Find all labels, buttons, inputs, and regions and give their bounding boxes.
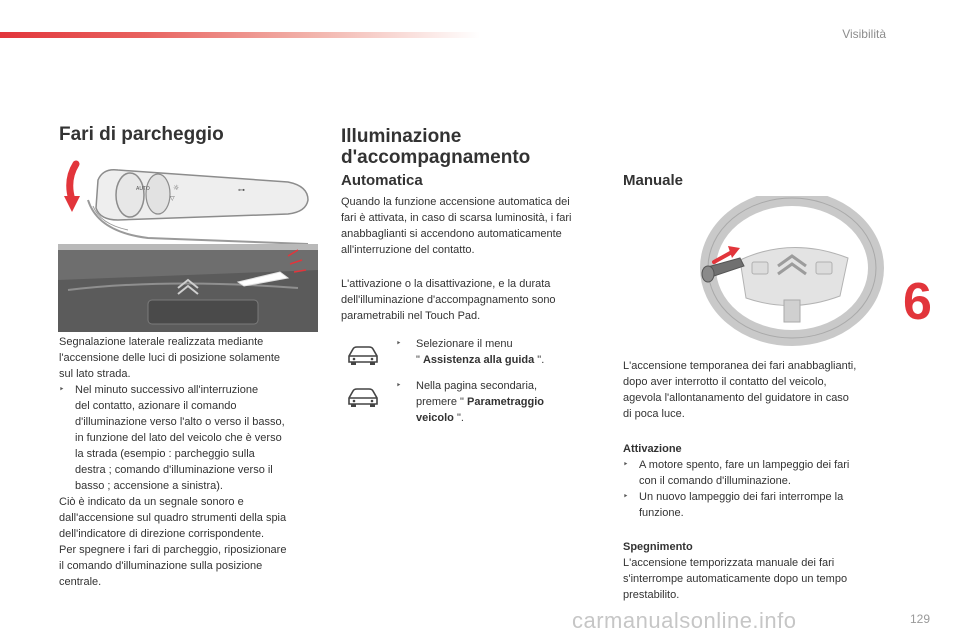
svg-text:⊶: ⊶ [238, 186, 245, 194]
menu-name: Assistenza alla guida [422, 354, 535, 366]
steering-wheel-drawing [680, 196, 886, 348]
bullet-marker-icon: ‣ [396, 339, 402, 349]
top-accent-bar [0, 32, 480, 38]
text-line: funzione. [639, 507, 684, 519]
quote-close: ". [453, 412, 464, 424]
text-line: all'interruzione del contatto. [341, 244, 475, 256]
step-vehicle-settings [346, 378, 544, 426]
text-line: dell'indicatore di direzione corrispondente. [59, 528, 265, 540]
bullet-marker-icon: ‣ [623, 492, 629, 502]
quote-open: " [416, 354, 423, 366]
spegnimento-title: Spegnimento [623, 541, 693, 553]
text-line: L'attivazione o la disattivazione, e la durata [341, 278, 551, 290]
text-line: d'illuminazione verso l'alto o verso il basso, [75, 416, 285, 428]
title-fari-di-parcheggio: Fari di parcheggio [59, 124, 224, 145]
text-line: Per spegnere i fari di parcheggio, riposizionare [59, 544, 287, 556]
text-line: agevola l'allontanamento del guidatore in caso [623, 392, 849, 404]
watermark: carmanualsonline.info [572, 608, 797, 633]
text-line: parametrabili nel Touch Pad. [341, 310, 481, 322]
section-name: Visibilità [842, 27, 886, 41]
text-line: s'interrompe automaticamente dopo un tempo [623, 573, 848, 585]
text-line: Selezionare il menu [416, 338, 513, 350]
text-line: fari è attivata, in caso di scarsa luminosità, i fari [341, 212, 572, 224]
bullet-item [623, 457, 849, 473]
attivazione-title: Attivazione [623, 443, 682, 455]
chapter-number: 6 [903, 273, 932, 331]
text-line: del contatto, azionare il comando [75, 400, 237, 412]
text-line: dell'illuminazione d'accompagnamento sono [341, 294, 556, 306]
menu-name: veicolo [416, 412, 454, 424]
svg-text:AUTO: AUTO [136, 186, 150, 192]
stalk-illustration [58, 160, 318, 332]
menu-name: Parametraggio [466, 396, 545, 408]
car-icon [346, 386, 380, 408]
text-line: Ciò è indicato da un segnale sonoro e [59, 496, 244, 508]
bullet-item [623, 489, 849, 505]
title-line: Illuminazione [341, 126, 462, 147]
step-select-menu [346, 336, 544, 368]
text-line: di poca luce. [623, 408, 685, 420]
text-line: Nella pagina secondaria, [416, 380, 538, 392]
page-number: 129 [910, 612, 931, 626]
text-line: il comando d'illuminazione sulla posizione [59, 560, 263, 572]
text-line: Nel minuto successivo all'interruzione [75, 384, 259, 396]
subtitle-manuale: Manuale [623, 172, 684, 189]
text-line: basso ; accensione a sinistra). [75, 480, 223, 492]
text-line: con il comando d'illuminazione. [639, 475, 791, 487]
text-line: sul lato strada. [59, 368, 131, 380]
text-line: l'accensione delle luci di posizione solamente [59, 352, 281, 364]
automatica-para-1 [341, 194, 571, 258]
text-line: centrale. [59, 576, 102, 588]
subtitle-automatica: Automatica [341, 172, 423, 189]
text-line: dopo aver interrotto il contatto del veicolo, [623, 376, 827, 388]
car-icon [346, 344, 380, 366]
text-line: in funzione del lato del veicolo che è verso [75, 432, 282, 444]
automatica-para-2 [341, 276, 556, 324]
text-line: dall'accensione sul quadro strumenti della spia [59, 512, 287, 524]
text-line [416, 352, 544, 368]
text-line [416, 410, 544, 426]
text-line: A motore spento, fare un lampeggio dei fari [639, 459, 850, 471]
lighting-stalk-drawing [58, 160, 318, 332]
text-line: anabbaglianti si accendono automaticamente [341, 228, 562, 240]
bullet-marker-icon: ‣ [59, 385, 65, 395]
left-body-text [59, 334, 286, 590]
bullet-marker-icon: ‣ [396, 381, 402, 391]
step-1-text [396, 336, 544, 368]
text-line: destra ; comando d'illuminazione verso il [75, 464, 273, 476]
svg-text:▽: ▽ [170, 195, 175, 202]
text-line: prestabilito. [623, 589, 680, 601]
quote-close: ". [534, 354, 545, 366]
text-line: L'accensione temporanea dei fari anabbaglianti, [623, 360, 857, 372]
steering-wheel-illustration [680, 196, 886, 348]
text-line: L'accensione temporizzata manuale dei fari [623, 557, 835, 569]
text-line: Segnalazione laterale realizzata mediante [59, 336, 264, 348]
title-illuminazione-accompagnamento [341, 126, 530, 168]
text-line: Quando la funzione accensione automatica dei [341, 196, 570, 208]
spegnimento-block [623, 539, 847, 603]
quote-open: premere " [416, 396, 467, 408]
title-line: d'accompagnamento [341, 147, 531, 168]
text-line [416, 394, 544, 410]
attivazione-block [623, 441, 849, 521]
step-2-text [396, 378, 544, 426]
bullet-item [59, 382, 286, 398]
manuale-para-1 [623, 358, 856, 422]
text-line: Un nuovo lampeggio dei fari interrompe la [639, 491, 844, 503]
bullet-marker-icon: ‣ [623, 460, 629, 470]
svg-text:☼: ☼ [173, 184, 180, 192]
text-line: la strada (esempio : parcheggio sulla [75, 448, 255, 460]
